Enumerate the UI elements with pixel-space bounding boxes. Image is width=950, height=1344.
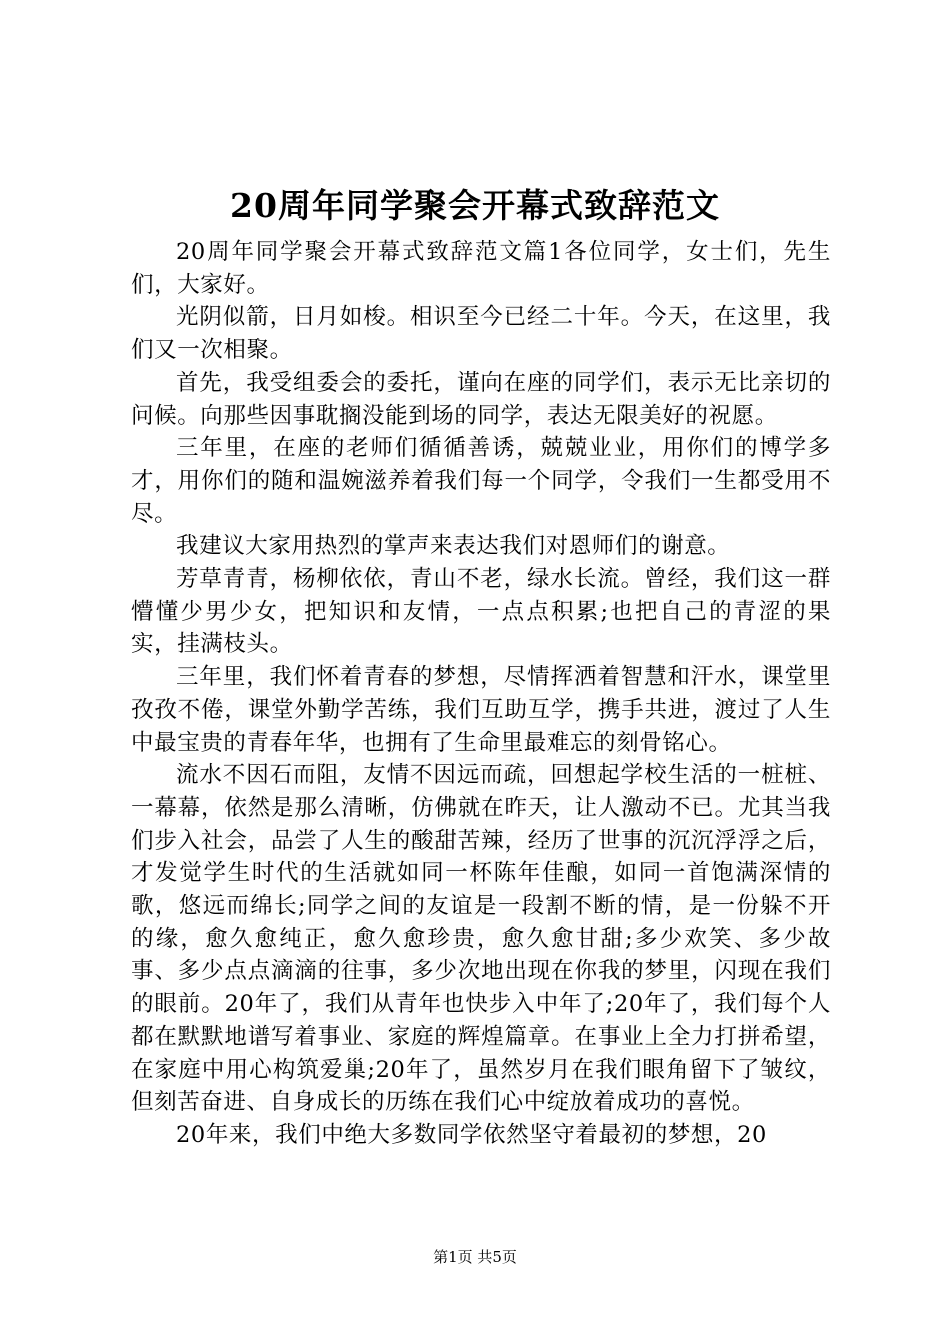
document-title: 20周年同学聚会开幕式致辞范文 <box>230 186 720 225</box>
paragraph: 三年里，我们怀着青春的梦想，尽情挥洒着智慧和汗水，课堂里孜孜不倦，课堂外勤学苦练，我们互助互学，携手共进，渡过了人生中最宝贵的青春年华，也拥有了生命里最难忘的刻骨铭心。 <box>131 664 831 756</box>
paragraph: 我建议大家用热烈的掌声来表达我们对恩师们的谢意。 <box>176 533 731 560</box>
paragraph: 流水不因石而阻，友情不因远而疏，回想起学校生活的一桩桩、一幕幕，依然是那么清晰，仿佛就在昨天，让人激动不已。尤其当我们步入社会，品尝了人生的酸甜苦辣，经历了世事的沉沉浮浮之后，才发觉学生时代的生活就如同一杯陈年佳酿，如同一首饱满深情的歌，悠远而绵长;同学之间的友谊是一段割不断的情，是一份躲不开的缘，愈久愈纯正，愈久愈珍贵，愈久愈甘甜;多少欢笑、多少故事、多少点点滴滴的往事，多少次地出现在你我的梦里，闪现在我们的眼前。20年了，我们从青年也快步入中年了;20年了，我们每个人都在默默地谱写着事业、家庭的辉煌篇章。在事业上全力打拼希望，在家庭中用心构筑爱巢;20年了，虽然岁月在我们眼角留下了皱纹，但刻苦奋进、自身成长的历练在我们心中绽放着成功的喜悦。 <box>131 762 831 1116</box>
document-body <box>131 236 831 1152</box>
paragraph: 首先，我受组委会的委托，谨向在座的同学们，表示无比亲切的问候。向那些因事耽搁没能到场的同学，表达无限美好的祝愿。 <box>131 369 831 429</box>
paragraph: 三年里，在座的老师们循循善诱，兢兢业业，用你们的博学多才，用你们的随和温婉滋养着我们每一个同学，令我们一生都受用不尽。 <box>131 435 831 527</box>
paragraph: 20周年同学聚会开幕式致辞范文篇1各位同学，女士们，先生们，大家好。 <box>131 239 831 298</box>
paragraph: 20年来，我们中绝大多数同学依然坚守着最初的梦想，20 <box>176 1121 767 1148</box>
paragraph: 光阴似箭，日月如梭。相识至今已经二十年。今天，在这里，我们又一次相聚。 <box>131 304 831 364</box>
paragraph: 芳草青青，杨柳依依，青山不老，绿水长流。曾经，我们这一群懵懂少男少女，把知识和友情，一点点积累;也把自己的青涩的果实，挂满枝头。 <box>131 566 831 658</box>
page-footer: 第1页 共5页 <box>433 1248 517 1266</box>
